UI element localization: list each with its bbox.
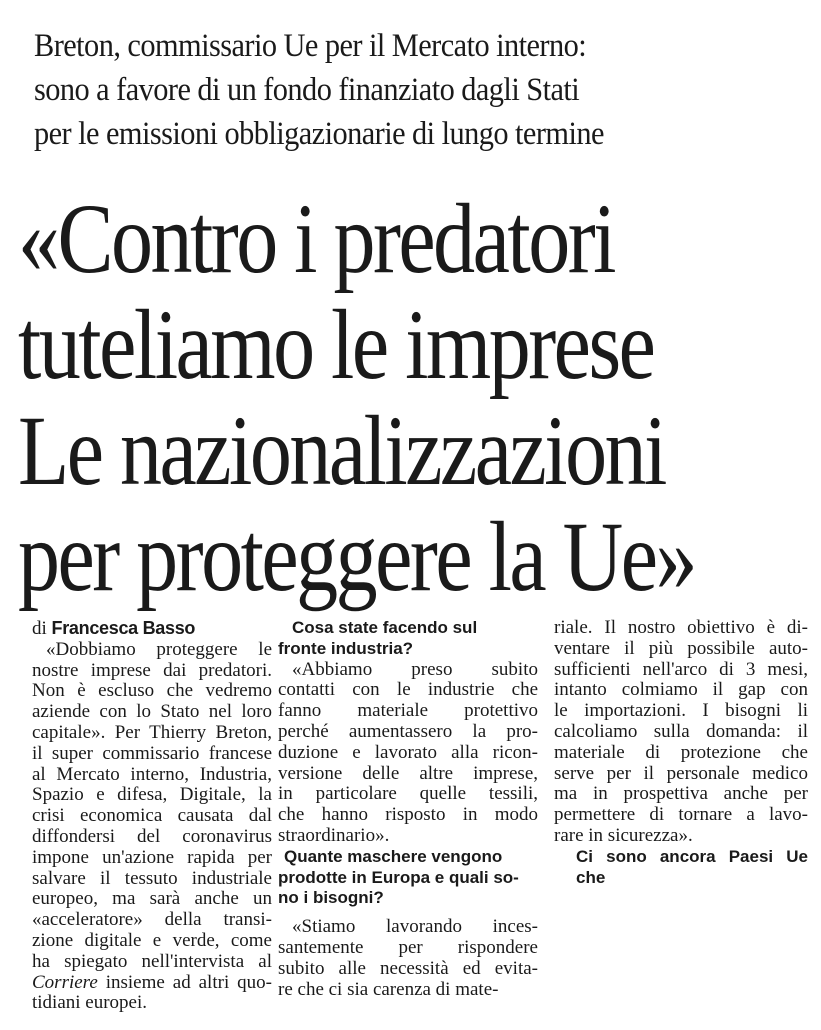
subheadline-line: per le emissioni obbligazionarie di lungo termine bbox=[34, 116, 604, 152]
text-line: Spazio e difesa, Digitale, la bbox=[32, 784, 272, 806]
text-line: versione delle altre imprese, bbox=[278, 762, 538, 784]
text-line: nostre imprese dai predatori. bbox=[32, 659, 272, 681]
interview-question bbox=[278, 847, 538, 909]
text-line bbox=[32, 973, 272, 994]
text-line: subito alle necessità ed evita- bbox=[278, 957, 538, 979]
text-line: contatti con le industrie che bbox=[278, 679, 538, 701]
text-line: in particolare quelle tessili, bbox=[278, 783, 538, 805]
question-line: Quante maschere vengono bbox=[284, 846, 503, 866]
text-line: «acceleratore» della transi- bbox=[32, 909, 272, 931]
text-line: perché aumentassero la pro- bbox=[278, 720, 538, 742]
headline-line: tuteliamo le imprese bbox=[18, 289, 654, 400]
byline bbox=[32, 618, 272, 640]
text-line: fanno materiale protettivo bbox=[278, 700, 538, 722]
text-line: rare in sicurezza». bbox=[554, 824, 693, 846]
text-line: re che ci sia carenza di mate- bbox=[278, 978, 499, 1000]
text-line: europeo, ma sarà anche un bbox=[32, 888, 272, 910]
article-column-1 bbox=[32, 618, 272, 1014]
newspaper-name: Corriere bbox=[32, 971, 98, 993]
text-line: calcoliamo sulla domanda: il bbox=[554, 720, 808, 742]
text-line: duzione e lavorato alla ricon- bbox=[278, 741, 538, 763]
text-line: crisi economica causata dal bbox=[32, 805, 272, 827]
text-line: Non è escluso che vedremo bbox=[32, 680, 272, 702]
byline-author: Francesca Basso bbox=[51, 618, 196, 638]
headline-line: per proteggere la Ue» bbox=[18, 501, 696, 612]
question-line: Ci sono ancora Paesi Ue che bbox=[576, 846, 808, 887]
text-line: permettere di tornare a lavo- bbox=[554, 804, 808, 826]
headline-line: «Contro i predatori bbox=[18, 183, 614, 294]
interview-question bbox=[278, 618, 538, 639]
article-column-3 bbox=[554, 618, 808, 888]
text-line: santemente per rispondere bbox=[278, 936, 538, 958]
text-line: intanto colmiamo il gap con bbox=[554, 679, 808, 701]
interview-question bbox=[554, 847, 808, 889]
text-line: diffondersi del coronavirus bbox=[32, 825, 272, 847]
text-line: riale. Il nostro obiettivo è di- bbox=[554, 617, 808, 638]
text-line: zione digitale e verde, come bbox=[32, 929, 272, 951]
question-line: no i bisogni? bbox=[278, 888, 384, 908]
subheadline-line: Breton, commissario Ue per il Mercato interno: bbox=[34, 28, 587, 64]
text-line: il super commissario francese bbox=[32, 742, 272, 764]
text-line: al Mercato interno, Industria, bbox=[32, 763, 272, 785]
text-line: ventare il più possibile auto- bbox=[554, 637, 808, 659]
byline-prefix: di bbox=[32, 618, 47, 639]
text-line: le importazioni. I bisogni li bbox=[554, 700, 808, 722]
text-line: «Dobbiamo proteggere le bbox=[46, 638, 272, 660]
text-line: ma in prospettiva anche per bbox=[554, 783, 808, 805]
text-line: tidiani europei. bbox=[32, 992, 148, 1014]
text-line: sufficienti nell'arco di 3 mesi, bbox=[554, 658, 808, 680]
question-line: fronte industria? bbox=[278, 638, 414, 658]
subheadline bbox=[34, 24, 742, 156]
headline-line: Le nazionalizzazioni bbox=[18, 395, 665, 506]
interview-answer bbox=[554, 618, 808, 847]
subheadline-line: sono a favore di un fondo finanziato dagli Stati bbox=[34, 72, 580, 108]
text-fragment: insieme ad altri quo- bbox=[97, 971, 272, 993]
interview-answer bbox=[278, 917, 538, 1000]
text-line: aziende con lo Stato nel loro bbox=[32, 701, 272, 723]
text-line: «Abbiamo preso subito bbox=[292, 658, 538, 680]
text-line: «Stiamo lavorando inces- bbox=[292, 916, 538, 938]
text-line: straordinario». bbox=[278, 824, 390, 846]
text-line: ha spiegato nell'intervista al bbox=[32, 950, 272, 972]
text-line: serve per il personale medico bbox=[554, 762, 808, 784]
headline bbox=[18, 183, 696, 612]
article-column-2 bbox=[278, 618, 538, 1000]
text-line: capitale». Per Thierry Breton, bbox=[32, 721, 272, 743]
interview-answer bbox=[278, 660, 538, 847]
text-line: materiale di protezione che bbox=[554, 741, 808, 763]
interview-question bbox=[278, 639, 538, 660]
text-line: che hanno risposto in modo bbox=[278, 804, 538, 826]
question-line: Cosa state facendo sul bbox=[292, 618, 478, 637]
column-1-body bbox=[32, 640, 272, 973]
question-line: prodotte in Europa e quali so- bbox=[278, 867, 519, 887]
text-line: salvare il tessuto industriale bbox=[32, 867, 272, 889]
text-line: impone un'azione rapida per bbox=[32, 846, 272, 868]
